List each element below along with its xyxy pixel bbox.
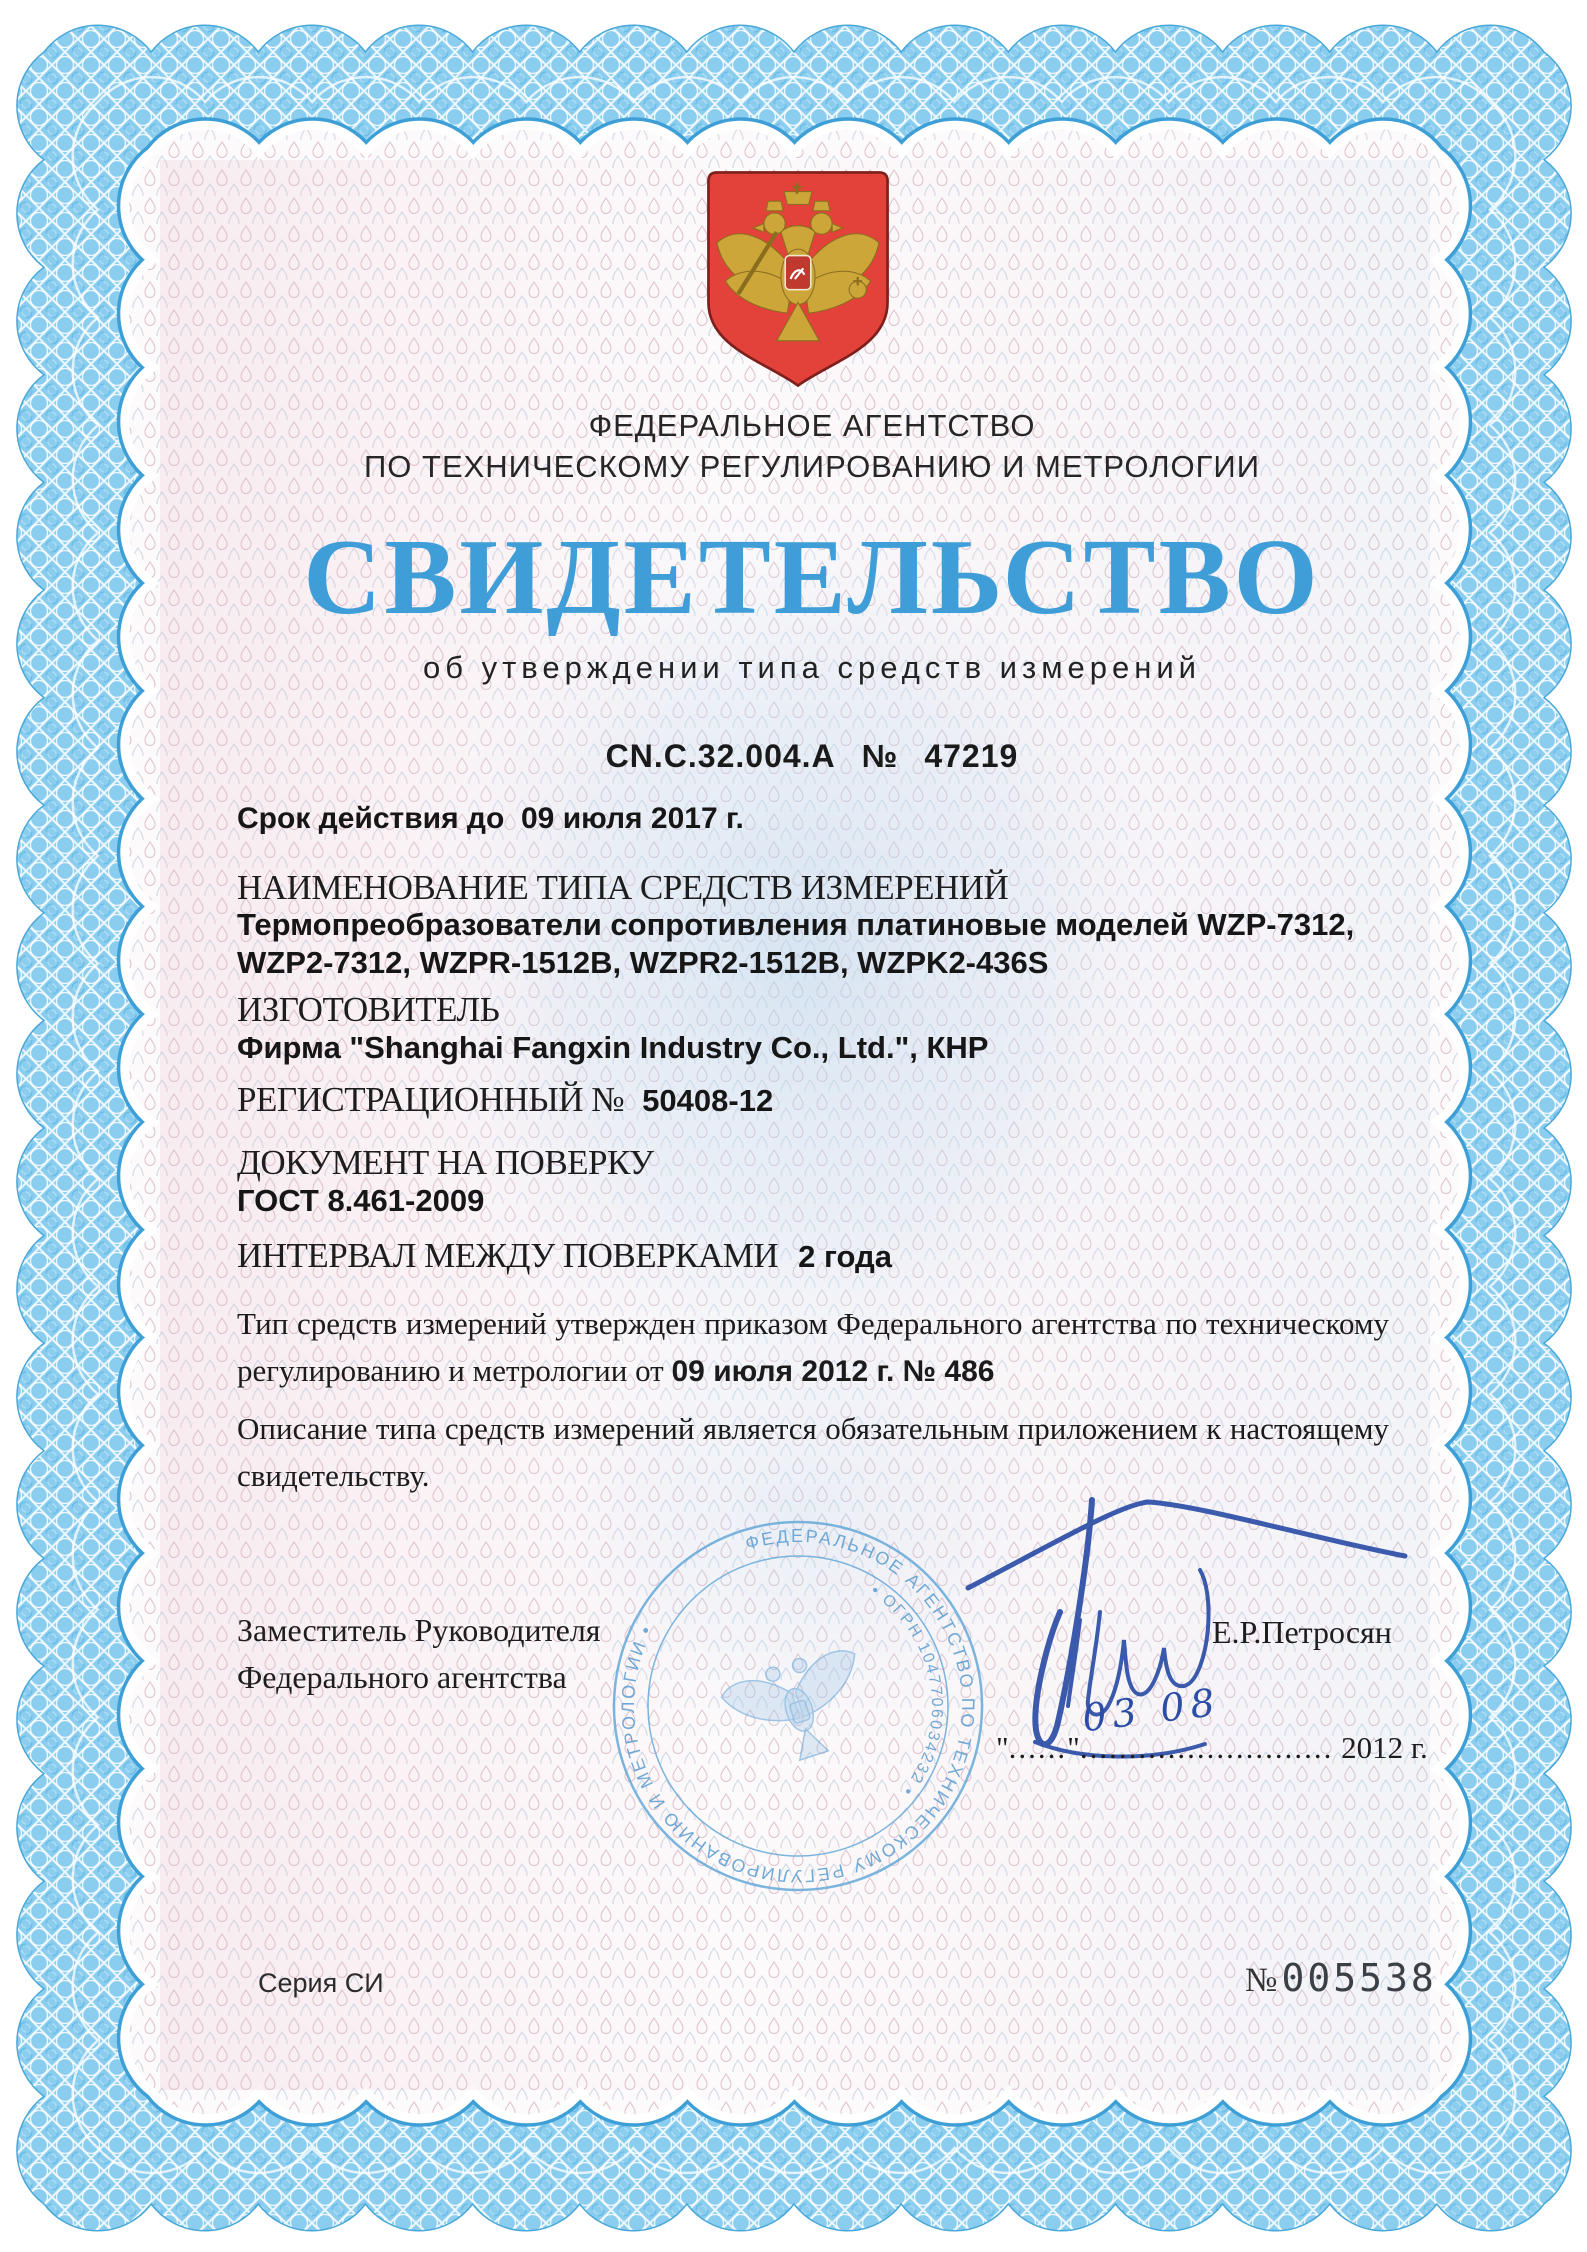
agency-name-line2: ПО ТЕХНИЧЕСКОМУ РЕГУЛИРОВАНИЮ И МЕТРОЛОГИИ (364, 449, 1260, 484)
quote-close: " (1067, 1730, 1080, 1765)
quote-open: " (996, 1730, 1009, 1765)
certificate-code: CN.C.32.004.A (605, 738, 836, 774)
interval-label: ИНТЕРВАЛ МЕЖДУ ПОВЕРКАМИ (237, 1236, 779, 1275)
signatory-name: Е.Р.Петросян (1212, 1614, 1392, 1650)
description-note: Описание типа средств измерений является обязательным приложением к настоящему свидетельству. (237, 1411, 1389, 1493)
signatory-position (237, 1607, 601, 1701)
type-name-line2: WZP2-7312, WZPR-1512B, WZPR2-1512B, WZPK2-436S (237, 945, 1049, 980)
registration-line (237, 1080, 773, 1120)
certificate-number-line (237, 738, 1387, 775)
verification-doc-label: ДОКУМЕНТ НА ПОВЕРКУ (237, 1143, 654, 1182)
russia-coat-of-arms-icon (702, 166, 894, 392)
validity-value: 09 июля 2017 г. (520, 802, 744, 835)
validity-label: Срок действия до (237, 802, 505, 835)
type-name-line1: Термопреобразователи сопротивления платиновые моделей WZP-7312, (237, 907, 1355, 942)
stamp-eagle-icon (718, 1642, 881, 1778)
signatory-position-line2: Федерального агентства (237, 1659, 567, 1695)
certificate-subtitle: об утверждении типа средств измерений (423, 650, 1201, 685)
date-dots-short: ...... (1008, 1730, 1068, 1765)
approval-order-ref: 09 июля 2012 г. № 486 (671, 1355, 995, 1388)
approval-paragraph (237, 1300, 1389, 1395)
validity-line (237, 802, 744, 836)
type-name-label: НАИМЕНОВАНИЕ ТИПА СРЕДСТВ ИЗМЕРЕНИЙ (237, 868, 1009, 907)
handwritten-date: 03 08 (1079, 1679, 1223, 1741)
manufacturer-value: Фирма "Shanghai Fangxin Industry Co., Ltd.", КНР (237, 1030, 989, 1065)
interval-value: 2 года (798, 1239, 892, 1274)
footer-serial (1245, 1956, 1437, 2000)
date-line (996, 1730, 1428, 1766)
approval-text: Тип средств измерений утвержден приказом Федерального агентства по техническому регулированию и метрологии от (237, 1306, 1389, 1388)
footer-series: Серия СИ (258, 1968, 384, 1998)
manufacturer-label: ИЗГОТОВИТЕЛЬ (237, 990, 500, 1029)
numero-sign: № (861, 738, 899, 774)
registration-label: РЕГИСТРАЦИОННЫЙ № (237, 1080, 625, 1119)
stamp-ring-text: ФЕДЕРАЛЬНОЕ АГЕНТСТВО ПО ТЕХНИЧЕСКОМУ РЕГУЛИРОВАНИЮ И МЕТРОЛОГИИ • (617, 1525, 979, 1887)
certificate-number: 47219 (924, 738, 1019, 774)
footer-numero-sign: № (1245, 1962, 1278, 1999)
certificate-title: СВИДЕТЕЛЬСТВО (303, 518, 1321, 637)
footer-serial-number: 005538 (1281, 1956, 1437, 2000)
interval-line (237, 1236, 892, 1276)
stamp-ogrn-text: • ОГРН 1047706034232 • (867, 1582, 946, 1800)
date-year: 2012 г. (1341, 1730, 1428, 1765)
agency-name-line1: ФЕДЕРАЛЬНОЕ АГЕНТСТВО (588, 408, 1036, 443)
verification-doc-value: ГОСТ 8.461-2009 (237, 1183, 485, 1218)
registration-value: 50408-12 (642, 1083, 774, 1118)
date-dots-long: .......................... (1079, 1730, 1334, 1765)
signatory-position-line1: Заместитель Руководителя (237, 1612, 601, 1648)
